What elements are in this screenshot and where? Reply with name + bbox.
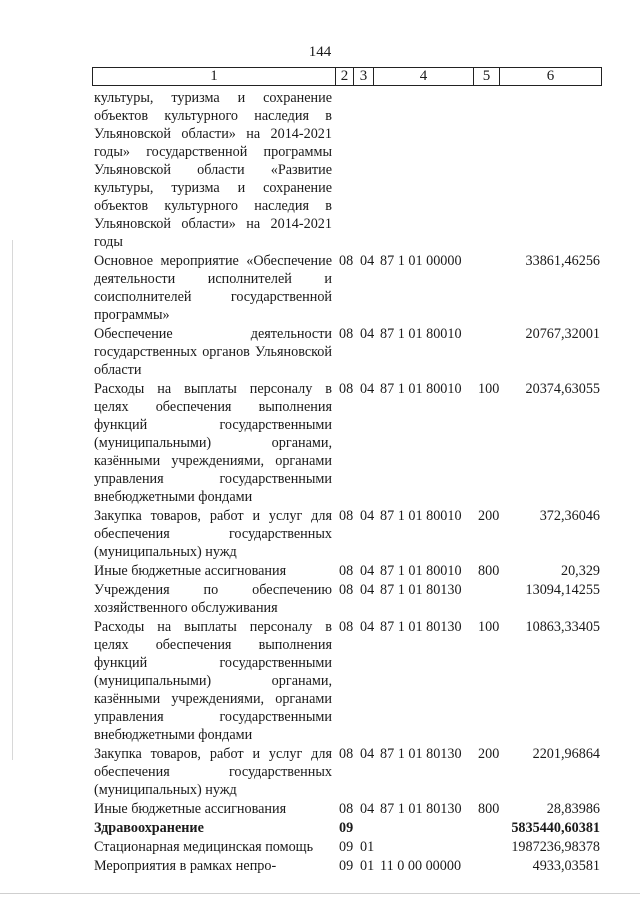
row-description: Здравоохранение: [94, 820, 204, 836]
header-col-6: 6: [546, 68, 555, 84]
row-section-code: 08: [339, 582, 354, 598]
table-row: [94, 800, 614, 818]
row-section-code: 09: [339, 839, 354, 855]
row-subsection-code: 04: [360, 801, 375, 817]
table-row: [94, 89, 614, 251]
row-subsection-code: 01: [360, 839, 375, 855]
table-row: [94, 838, 614, 856]
page-number: 144: [308, 44, 332, 60]
row-section-code: 08: [339, 253, 354, 269]
row-amount: 5835440,60381: [511, 820, 600, 836]
table-row: [94, 562, 614, 580]
row-description: Расходы на выплаты персоналу в целях обеспечения выполнения функций государственными (муниципальными) органами, казёнными учреждениями, органами управления государственными внебюджетными фондами: [94, 381, 332, 505]
row-amount: 28,83986: [546, 801, 600, 817]
table-row: [94, 380, 614, 506]
row-expense-type: 200: [478, 508, 500, 524]
row-target-article: 87 1 01 80130: [380, 746, 462, 762]
row-description: Учреждения по обеспечению хозяйственного обслуживания: [94, 582, 332, 616]
table-row: [94, 507, 614, 561]
row-target-article: 11 0 00 00000: [380, 858, 462, 874]
row-amount: 1987236,98378: [511, 839, 600, 855]
row-expense-type: 100: [478, 619, 500, 635]
row-subsection-code: 04: [360, 619, 375, 635]
row-section-code: 08: [339, 326, 354, 342]
row-section-code: 08: [339, 619, 354, 635]
table-row: [94, 819, 614, 837]
table-row: [94, 745, 614, 799]
row-amount: 20374,63055: [525, 381, 600, 397]
row-amount: 13094,14255: [525, 582, 600, 598]
header-col-5: 5: [474, 68, 500, 85]
row-description: Закупка товаров, работ и услуг для обеспечения государственных (муниципальных) нужд: [94, 746, 332, 798]
row-section-code: 08: [339, 508, 354, 524]
row-amount: 10863,33405: [525, 619, 600, 635]
row-description: Основное мероприятие «Обеспечение деятельности исполнителей и соисполнителей государственной программы»: [94, 253, 332, 323]
row-subsection-code: 04: [360, 381, 375, 397]
table-row: [94, 252, 614, 324]
row-description: Обеспечение деятельности государственных органов Ульяновской области: [94, 326, 332, 378]
row-target-article: 87 1 01 80130: [380, 619, 462, 635]
table-header: [92, 67, 602, 86]
row-subsection-code: 04: [360, 582, 375, 598]
row-target-article: 87 1 01 80010: [380, 381, 462, 397]
table-row: [94, 581, 614, 617]
header-col-3: 3: [354, 68, 374, 85]
row-section-code: 08: [339, 746, 354, 762]
row-expense-type: 800: [478, 801, 500, 817]
row-amount: 4933,03581: [532, 858, 600, 874]
row-section-code: 08: [339, 381, 354, 397]
row-amount: 2201,96864: [532, 746, 600, 762]
row-section-code: 09: [339, 820, 354, 836]
row-target-article: 87 1 01 80010: [380, 326, 462, 342]
row-amount: 372,36046: [539, 508, 600, 524]
row-amount: 20,329: [560, 563, 600, 579]
row-subsection-code: 04: [360, 563, 375, 579]
header-col-1: 1: [93, 68, 336, 85]
row-description: Иные бюджетные ассигнования: [94, 801, 287, 817]
row-target-article: 87 1 01 80130: [380, 582, 462, 598]
row-subsection-code: 04: [360, 326, 375, 342]
row-expense-type: 100: [478, 381, 500, 397]
row-target-article: 87 1 01 00000: [380, 253, 462, 269]
row-target-article: 87 1 01 80010: [380, 508, 462, 524]
row-subsection-code: 04: [360, 746, 375, 762]
row-description: Закупка товаров, работ и услуг для обеспечения государственных (муниципальных) нужд: [94, 508, 332, 560]
table-row: [94, 325, 614, 379]
row-target-article: 87 1 01 80130: [380, 801, 462, 817]
header-col-2: 2: [336, 68, 354, 85]
row-expense-type: 200: [478, 746, 500, 762]
row-section-code: 08: [339, 801, 354, 817]
table-row: [94, 618, 614, 744]
row-subsection-code: 04: [360, 253, 375, 269]
row-subsection-code: 04: [360, 508, 375, 524]
row-description: Иные бюджетные ассигнования: [94, 563, 287, 579]
table-row: [94, 857, 614, 875]
scan-margin-line: [12, 240, 13, 760]
row-subsection-code: 01: [360, 858, 375, 874]
row-section-code: 09: [339, 858, 354, 874]
row-description: Расходы на выплаты персоналу в целях обеспечения выполнения функций государственными (муниципальными) органами, казёнными учреждениями, органами управления государственными внебюджетными фондами: [94, 619, 332, 743]
row-target-article: 87 1 01 80010: [380, 563, 462, 579]
row-section-code: 08: [339, 563, 354, 579]
budget-table-body: [94, 89, 614, 876]
row-description: Стационарная медицинская помощь: [94, 839, 314, 855]
row-expense-type: 800: [478, 563, 500, 579]
page-bottom-edge: [0, 893, 640, 894]
row-description: культуры, туризма и сохранение объектов культурного наследия в Ульяновской области» на 2014-2021 годы» государственной программы Ульяновской области «Развитие культуры, туризма и сохранение объектов культурного наследия в Ульяновской области» на 2014-2021 годы: [94, 90, 332, 250]
header-col-4: 4: [374, 68, 474, 85]
row-amount: 20767,32001: [525, 326, 600, 342]
row-amount: 33861,46256: [525, 253, 600, 269]
row-description: Мероприятия в рамках непро-: [94, 858, 277, 874]
